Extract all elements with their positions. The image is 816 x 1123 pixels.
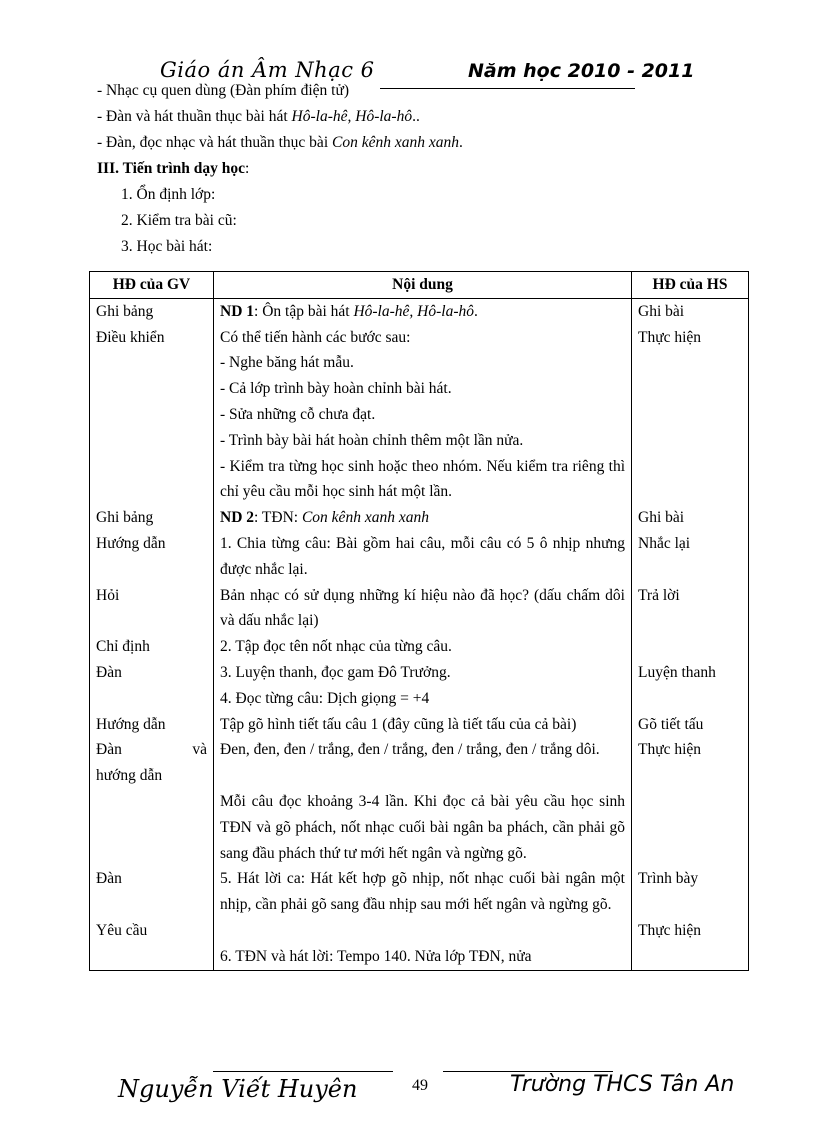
intro-line-3-song: Con kênh xanh xanh [332,134,459,151]
table-row [90,737,749,789]
header-school-year: Năm học 2010 - 2011 [468,60,695,82]
student-activity: Thực hiện [632,737,749,789]
footer-author: Nguyễn Viết Huyên [118,1075,358,1103]
teacher-activity: Chỉ định [90,634,214,660]
student-activity: Ghi bài [632,505,749,531]
teacher-cell [90,866,214,943]
lesson-table [89,271,749,971]
footer-divider-left [213,1071,393,1072]
page-number: 49 [412,1077,428,1094]
teacher-activity: Ghi bảng [96,302,154,320]
table-header-row [90,272,749,299]
teacher-activity [90,789,214,866]
step-3: 3. Học bài hát: [121,238,213,255]
content-text: Bản nhạc có sử dụng những kí hiệu nào đã học? (dấu chấm dôi và dấu nhắc lại) [214,583,632,635]
section-colon: : [245,160,250,177]
intro-line-2 [97,104,737,130]
content-text: Tập gõ hình tiết tấu câu 1 (đây cũng là tiết tấu của cả bài) [214,712,632,738]
content-dot: . [473,302,478,320]
content-cell [214,298,632,505]
content-text: 1. Chia từng câu: Bài gồm hai câu, mỗi câu có 5 ô nhịp nhưng được nhắc lại. [214,531,632,583]
teacher-activity: Đàn [90,660,214,686]
content-text: 3. Luyện thanh, đọc gam Đô Trưởng. [214,660,632,686]
content-song: Con kênh xanh xanh [301,509,429,527]
student-activity [632,789,749,866]
content-label: ND 2 [220,509,255,527]
content-heading [220,299,625,325]
intro-line-3 [97,130,737,156]
student-activity: Gõ tiết tấu [632,712,749,738]
header-title: Giáo án Âm Nhạc 6 [160,58,375,82]
header-teacher: HĐ của GV [90,272,214,299]
table-row [90,944,749,970]
table-row [90,686,749,712]
content-line: - Nghe băng hát mẫu. [220,354,354,372]
student-activity: Nhắc lại [632,531,749,583]
content-text: Đen, đen, đen / trắng, đen / trắng, đen / trắng, đen / trắng dôi. [214,737,632,789]
content-text: 4. Đọc từng câu: Dịch giọng = +4 [214,686,632,712]
teacher-cell [90,298,214,505]
table-row [90,712,749,738]
teacher-activity [90,944,214,970]
table-row [90,298,749,505]
table-row [90,660,749,686]
intro-line-3-suffix: . [458,134,463,151]
teacher-cell [90,737,214,789]
teacher-activity [90,686,214,712]
section-title: III. Tiến trình dạy học [97,160,246,177]
content-title: : TĐN: [254,509,302,527]
step-1: 1. Ổn định lớp: [121,186,216,203]
section-heading [97,156,737,182]
teacher-activity-b: và [192,741,207,759]
student-activity: Luyện thanh [632,660,749,686]
content-text: 5. Hát lời ca: Hát kết hợp gõ nhịp, nốt nhạc cuối bài ngân một nhịp, cần phải gõ sang đầu nhịp sau mới hết ngân và ngừng gõ. [214,866,632,943]
intro-section [97,78,737,260]
teacher-activity-a: Đàn [96,741,122,759]
step-2: 2. Kiểm tra bài cũ: [121,212,237,229]
teacher-activity: Yêu cầu [96,921,148,939]
teacher-activity: Đàn [96,870,122,888]
student-activity: Trình bày [638,870,699,888]
header-student: HĐ của HS [632,272,749,299]
content-line: - Trình bày bài hát hoàn chỉnh thêm một lần nửa. [220,431,524,449]
table-row [90,634,749,660]
student-activity [632,634,749,660]
footer-school: Trường THCS Tân An [510,1072,735,1097]
teacher-activity: Hướng dẫn [90,712,214,738]
table-row [90,531,749,583]
content-text: 2. Tập đọc tên nốt nhạc của từng câu. [214,634,632,660]
content-line: - Kiểm tra từng học sinh hoặc theo nhóm. Nếu kiểm tra riêng thì chỉ yêu cầu mỗi học sinh hát một lần. [220,457,625,501]
table-row [90,505,749,531]
student-activity [632,686,749,712]
content-text: Mỗi câu đọc khoảng 3-4 lần. Khi đọc cả bài yêu cầu học sinh TĐN và gõ phách, nốt nhạc cuối bài ngân ba phách, cần phải gõ sang đầu phách thứ tư mới hết ngân và ngừng gõ. [214,789,632,866]
student-activity [632,944,749,970]
content-label: ND 1 [220,302,255,320]
content-line: - Sửa những cỗ chưa đạt. [220,405,376,423]
student-activity: Trả lời [632,583,749,635]
student-cell [632,866,749,943]
intro-line-1: - Nhạc cụ quen dùng (Đàn phím điện tử) [97,82,350,99]
intro-line-2-suffix: .. [412,108,420,125]
teacher-activity-c: hướng dẫn [96,767,163,785]
intro-line-3-text: - Đàn, đọc nhạc và hát thuần thục bài [97,134,332,151]
table-row [90,583,749,635]
teacher-activity [96,737,207,763]
teacher-activity: Hỏi [90,583,214,635]
teacher-activity: Hướng dẫn [90,531,214,583]
student-activity: Thực hiện [638,921,702,939]
content-title: : Ôn tập bài hát [254,302,354,320]
intro-line-2-text: - Đàn và hát thuần thục bài hát [97,108,292,125]
student-activity: Ghi bài [638,302,685,320]
student-activity: Thực hiện [638,328,702,346]
teacher-activity: Điều khiển [96,328,165,346]
table-row [90,866,749,943]
teacher-activity: Ghi bảng [90,505,214,531]
intro-line-2-song: Hô-la-hê, Hô-la-hô [291,108,413,125]
content-text: 6. TĐN và hát lời: Tempo 140. Nửa lớp TĐN, nửa [214,944,632,970]
header-content: Nội dung [214,272,632,299]
table-row [90,789,749,866]
content-line: Có thể tiến hành các bước sau: [220,328,411,346]
content-song: Hô-la-hê, Hô-la-hô [353,302,474,320]
content-cell [214,505,632,531]
content-line: - Cả lớp trình bày hoàn chỉnh bài hát. [220,380,452,398]
student-cell [632,298,749,505]
